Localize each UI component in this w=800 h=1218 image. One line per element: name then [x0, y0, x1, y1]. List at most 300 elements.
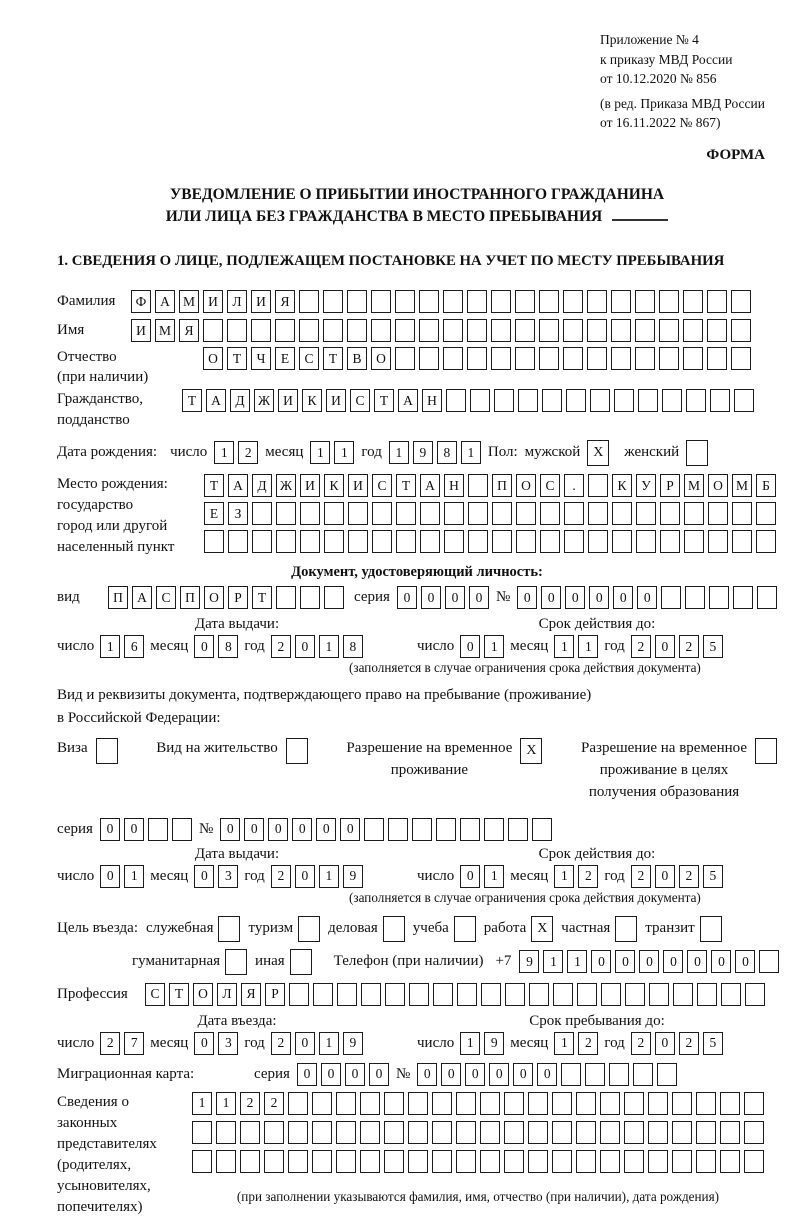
representatives-boxes-2[interactable] — [192, 1121, 764, 1144]
cell[interactable] — [612, 502, 632, 525]
cell[interactable] — [539, 290, 559, 313]
cell[interactable] — [360, 1121, 380, 1144]
cell[interactable]: 1 — [554, 865, 574, 888]
cell[interactable]: 8 — [437, 441, 457, 464]
cell[interactable] — [686, 440, 708, 466]
cell[interactable]: 2 — [631, 1032, 651, 1055]
cell[interactable]: Р — [265, 983, 285, 1006]
cell[interactable] — [276, 530, 296, 553]
cell[interactable] — [324, 530, 344, 553]
cell[interactable] — [552, 1092, 572, 1115]
cell[interactable]: 3 — [218, 1032, 238, 1055]
doc-series-boxes[interactable] — [397, 586, 489, 609]
cell[interactable]: X — [531, 916, 553, 942]
cell[interactable] — [731, 319, 751, 342]
birth-place-boxes-2[interactable] — [204, 502, 776, 525]
cell[interactable] — [635, 290, 655, 313]
cell[interactable] — [456, 1150, 476, 1173]
cell[interactable] — [491, 290, 511, 313]
entry-day-boxes[interactable] — [100, 1032, 144, 1055]
purpose-tourism-checkbox[interactable] — [298, 916, 320, 942]
cell[interactable]: 2 — [271, 635, 291, 658]
patronymic-boxes[interactable] — [203, 347, 751, 370]
cell[interactable] — [251, 319, 271, 342]
cell[interactable] — [276, 586, 296, 609]
cell[interactable] — [615, 916, 637, 942]
purpose-study-checkbox[interactable] — [454, 916, 476, 942]
cell[interactable] — [540, 530, 560, 553]
cell[interactable]: А — [155, 290, 175, 313]
cell[interactable]: К — [302, 389, 322, 412]
cell[interactable] — [412, 818, 432, 841]
cell[interactable]: 5 — [703, 1032, 723, 1055]
cell[interactable] — [636, 530, 656, 553]
cell[interactable] — [683, 290, 703, 313]
cell[interactable] — [539, 319, 559, 342]
cell[interactable] — [686, 389, 706, 412]
cell[interactable] — [611, 319, 631, 342]
cell[interactable]: 0 — [369, 1063, 389, 1086]
cell[interactable]: 0 — [663, 950, 683, 973]
cell[interactable] — [240, 1150, 260, 1173]
cell[interactable] — [470, 389, 490, 412]
cell[interactable] — [600, 1150, 620, 1173]
residence-permit-checkbox[interactable] — [286, 738, 308, 764]
cell[interactable]: 7 — [124, 1032, 144, 1055]
cell[interactable] — [683, 319, 703, 342]
cell[interactable] — [337, 983, 357, 1006]
cell[interactable]: И — [300, 474, 320, 497]
cell[interactable]: Л — [217, 983, 237, 1006]
purpose-transit-checkbox[interactable] — [700, 916, 722, 942]
cell[interactable]: 1 — [319, 865, 339, 888]
cell[interactable] — [299, 290, 319, 313]
cell[interactable]: Д — [230, 389, 250, 412]
cell[interactable] — [290, 949, 312, 975]
cell[interactable]: С — [372, 474, 392, 497]
cell[interactable] — [468, 530, 488, 553]
cell[interactable]: 0 — [100, 865, 120, 888]
cell[interactable]: М — [155, 319, 175, 342]
cell[interactable]: 2 — [679, 1032, 699, 1055]
cell[interactable] — [467, 290, 487, 313]
cell[interactable]: 1 — [310, 441, 330, 464]
cell[interactable] — [590, 389, 610, 412]
cell[interactable]: 2 — [578, 865, 598, 888]
cell[interactable]: 2 — [679, 865, 699, 888]
cell[interactable] — [433, 983, 453, 1006]
cell[interactable]: 0 — [537, 1063, 557, 1086]
cell[interactable] — [252, 530, 272, 553]
cell[interactable]: 0 — [541, 586, 561, 609]
cell[interactable]: И — [131, 319, 151, 342]
cell[interactable] — [532, 818, 552, 841]
birth-month-boxes[interactable] — [310, 441, 354, 464]
cell[interactable]: 0 — [244, 818, 264, 841]
cell[interactable]: 2 — [264, 1092, 284, 1115]
residence-expiry-month-boxes[interactable] — [554, 865, 598, 888]
cell[interactable] — [636, 502, 656, 525]
cell[interactable]: 8 — [218, 635, 238, 658]
cell[interactable] — [673, 983, 693, 1006]
cell[interactable] — [419, 290, 439, 313]
cell[interactable] — [504, 1150, 524, 1173]
cell[interactable]: С — [350, 389, 370, 412]
cell[interactable]: М — [179, 290, 199, 313]
purpose-other-checkbox[interactable] — [290, 949, 312, 975]
cell[interactable] — [192, 1150, 212, 1173]
cell[interactable]: 0 — [295, 635, 315, 658]
cell[interactable]: 2 — [238, 441, 258, 464]
cell[interactable] — [707, 347, 727, 370]
cell[interactable] — [648, 1150, 668, 1173]
cell[interactable]: 0 — [655, 1032, 675, 1055]
cell[interactable]: 0 — [100, 818, 120, 841]
cell[interactable] — [409, 983, 429, 1006]
cell[interactable] — [696, 1092, 716, 1115]
cell[interactable]: Р — [228, 586, 248, 609]
cell[interactable] — [289, 983, 309, 1006]
cell[interactable] — [432, 1150, 452, 1173]
cell[interactable] — [659, 347, 679, 370]
cell[interactable] — [661, 586, 681, 609]
cell[interactable]: У — [636, 474, 656, 497]
cell[interactable]: А — [420, 474, 440, 497]
cell[interactable] — [587, 319, 607, 342]
cell[interactable]: П — [180, 586, 200, 609]
cell[interactable] — [515, 347, 535, 370]
cell[interactable] — [443, 347, 463, 370]
cell[interactable] — [323, 290, 343, 313]
cell[interactable]: 1 — [554, 1032, 574, 1055]
cell[interactable]: К — [324, 474, 344, 497]
cell[interactable] — [446, 389, 466, 412]
name-boxes[interactable] — [131, 319, 751, 342]
cell[interactable] — [600, 1092, 620, 1115]
cell[interactable]: Н — [444, 474, 464, 497]
cell[interactable]: 0 — [460, 865, 480, 888]
cell[interactable]: 0 — [194, 635, 214, 658]
cell[interactable] — [492, 502, 512, 525]
cell[interactable] — [420, 530, 440, 553]
cell[interactable]: . — [564, 474, 584, 497]
cell[interactable]: 0 — [292, 818, 312, 841]
cell[interactable]: 1 — [543, 950, 563, 973]
birth-place-boxes-1[interactable] — [204, 474, 776, 497]
residence-number-boxes[interactable] — [220, 818, 552, 841]
cell[interactable] — [563, 319, 583, 342]
cell[interactable]: О — [371, 347, 391, 370]
cell[interactable]: Т — [396, 474, 416, 497]
cell[interactable] — [577, 983, 597, 1006]
residence-expiry-day-boxes[interactable] — [460, 865, 504, 888]
cell[interactable] — [611, 347, 631, 370]
cell[interactable]: 1 — [578, 635, 598, 658]
cell[interactable]: И — [326, 389, 346, 412]
cell[interactable]: Я — [275, 290, 295, 313]
cell[interactable] — [336, 1150, 356, 1173]
cell[interactable] — [408, 1150, 428, 1173]
cell[interactable] — [347, 290, 367, 313]
cell[interactable] — [443, 319, 463, 342]
cell[interactable]: О — [516, 474, 536, 497]
phone-boxes[interactable] — [519, 950, 779, 973]
citizenship-boxes[interactable] — [182, 389, 754, 412]
cell[interactable]: 0 — [639, 950, 659, 973]
cell[interactable]: И — [348, 474, 368, 497]
cell[interactable]: И — [278, 389, 298, 412]
cell[interactable] — [468, 502, 488, 525]
cell[interactable] — [457, 983, 477, 1006]
edu-residence-checkbox[interactable] — [755, 738, 777, 764]
cell[interactable]: 0 — [460, 635, 480, 658]
cell[interactable] — [696, 1121, 716, 1144]
cell[interactable]: С — [156, 586, 176, 609]
cell[interactable]: 0 — [615, 950, 635, 973]
cell[interactable] — [252, 502, 272, 525]
purpose-work-checkbox[interactable] — [531, 916, 553, 942]
cell[interactable] — [734, 389, 754, 412]
cell[interactable]: А — [398, 389, 418, 412]
cell[interactable] — [756, 502, 776, 525]
cell[interactable] — [732, 502, 752, 525]
cell[interactable]: 0 — [295, 1032, 315, 1055]
cell[interactable]: X — [520, 738, 542, 764]
cell[interactable] — [443, 290, 463, 313]
cell[interactable] — [625, 983, 645, 1006]
cell[interactable]: 2 — [679, 635, 699, 658]
cell[interactable]: 9 — [413, 441, 433, 464]
cell[interactable]: 1 — [460, 1032, 480, 1055]
cell[interactable] — [336, 1092, 356, 1115]
cell[interactable] — [505, 983, 525, 1006]
cell[interactable]: 0 — [445, 586, 465, 609]
cell[interactable] — [707, 319, 727, 342]
cell[interactable]: З — [228, 502, 248, 525]
visa-checkbox[interactable] — [96, 738, 118, 764]
cell[interactable] — [672, 1150, 692, 1173]
cell[interactable]: Т — [252, 586, 272, 609]
cell[interactable] — [148, 818, 168, 841]
residence-issue-day-boxes[interactable] — [100, 865, 144, 888]
cell[interactable] — [561, 1063, 581, 1086]
cell[interactable] — [286, 738, 308, 764]
cell[interactable] — [672, 1092, 692, 1115]
cell[interactable]: 0 — [613, 586, 633, 609]
cell[interactable]: Л — [227, 290, 247, 313]
cell[interactable] — [508, 818, 528, 841]
identity-expiry-month-boxes[interactable] — [554, 635, 598, 658]
cell[interactable]: 0 — [297, 1063, 317, 1086]
cell[interactable] — [528, 1092, 548, 1115]
cell[interactable]: Т — [182, 389, 202, 412]
cell[interactable] — [516, 530, 536, 553]
cell[interactable] — [609, 1063, 629, 1086]
cell[interactable] — [563, 347, 583, 370]
migration-series-boxes[interactable] — [297, 1063, 389, 1086]
cell[interactable]: И — [251, 290, 271, 313]
cell[interactable] — [288, 1121, 308, 1144]
cell[interactable]: 9 — [343, 1032, 363, 1055]
cell[interactable] — [660, 502, 680, 525]
cell[interactable] — [732, 530, 752, 553]
cell[interactable]: Б — [756, 474, 776, 497]
cell[interactable]: 0 — [124, 818, 144, 841]
cell[interactable]: 3 — [218, 865, 238, 888]
cell[interactable] — [720, 1150, 740, 1173]
cell[interactable] — [633, 1063, 653, 1086]
sex-male-checkbox[interactable] — [587, 440, 609, 466]
cell[interactable]: 2 — [631, 635, 651, 658]
cell[interactable] — [518, 389, 538, 412]
purpose-private-checkbox[interactable] — [615, 916, 637, 942]
cell[interactable]: Я — [179, 319, 199, 342]
birth-year-boxes[interactable] — [389, 441, 481, 464]
cell[interactable] — [312, 1150, 332, 1173]
cell[interactable]: Ж — [276, 474, 296, 497]
cell[interactable]: 0 — [321, 1063, 341, 1086]
cell[interactable]: 0 — [469, 586, 489, 609]
cell[interactable] — [515, 290, 535, 313]
cell[interactable] — [456, 1121, 476, 1144]
cell[interactable] — [576, 1121, 596, 1144]
stay-month-boxes[interactable] — [554, 1032, 598, 1055]
stay-year-boxes[interactable] — [631, 1032, 723, 1055]
cell[interactable] — [685, 586, 705, 609]
cell[interactable]: 1 — [100, 635, 120, 658]
cell[interactable] — [710, 389, 730, 412]
cell[interactable] — [553, 983, 573, 1006]
migration-number-boxes[interactable] — [417, 1063, 677, 1086]
cell[interactable]: В — [347, 347, 367, 370]
cell[interactable] — [542, 389, 562, 412]
stay-day-boxes[interactable] — [460, 1032, 504, 1055]
representatives-boxes-1[interactable] — [192, 1092, 764, 1115]
cell[interactable]: 2 — [631, 865, 651, 888]
cell[interactable] — [384, 1150, 404, 1173]
cell[interactable]: П — [108, 586, 128, 609]
cell[interactable] — [384, 1092, 404, 1115]
cell[interactable] — [744, 1150, 764, 1173]
cell[interactable]: 0 — [735, 950, 755, 973]
profession-boxes[interactable] — [145, 983, 765, 1006]
cell[interactable]: 1 — [216, 1092, 236, 1115]
cell[interactable] — [564, 502, 584, 525]
cell[interactable] — [264, 1121, 284, 1144]
cell[interactable] — [745, 983, 765, 1006]
cell[interactable]: 0 — [194, 1032, 214, 1055]
cell[interactable] — [539, 347, 559, 370]
cell[interactable] — [299, 319, 319, 342]
cell[interactable]: Т — [323, 347, 343, 370]
cell[interactable]: 0 — [687, 950, 707, 973]
cell[interactable]: 1 — [319, 1032, 339, 1055]
cell[interactable]: 2 — [240, 1092, 260, 1115]
cell[interactable] — [324, 586, 344, 609]
cell[interactable] — [757, 586, 777, 609]
cell[interactable] — [504, 1092, 524, 1115]
cell[interactable]: С — [299, 347, 319, 370]
cell[interactable]: Ф — [131, 290, 151, 313]
cell[interactable] — [587, 347, 607, 370]
cell[interactable] — [172, 818, 192, 841]
cell[interactable]: 1 — [554, 635, 574, 658]
cell[interactable] — [659, 290, 679, 313]
cell[interactable] — [529, 983, 549, 1006]
cell[interactable] — [744, 1092, 764, 1115]
cell[interactable] — [218, 916, 240, 942]
cell[interactable]: О — [203, 347, 223, 370]
cell[interactable] — [432, 1092, 452, 1115]
cell[interactable] — [323, 319, 343, 342]
cell[interactable] — [638, 389, 658, 412]
cell[interactable] — [683, 347, 703, 370]
cell[interactable]: 0 — [655, 635, 675, 658]
entry-month-boxes[interactable] — [194, 1032, 238, 1055]
cell[interactable] — [360, 1150, 380, 1173]
doc-number-boxes[interactable] — [517, 586, 777, 609]
cell[interactable] — [361, 983, 381, 1006]
representatives-boxes-3[interactable] — [192, 1150, 764, 1173]
identity-expiry-day-boxes[interactable] — [460, 635, 504, 658]
doc-kind-boxes[interactable] — [108, 586, 344, 609]
cell[interactable]: С — [145, 983, 165, 1006]
cell[interactable] — [383, 916, 405, 942]
cell[interactable] — [360, 1092, 380, 1115]
cell[interactable] — [408, 1121, 428, 1144]
cell[interactable]: Р — [660, 474, 680, 497]
cell[interactable] — [275, 319, 295, 342]
cell[interactable] — [288, 1092, 308, 1115]
cell[interactable]: К — [612, 474, 632, 497]
cell[interactable] — [203, 319, 223, 342]
residence-issue-year-boxes[interactable] — [271, 865, 363, 888]
cell[interactable]: 0 — [220, 818, 240, 841]
cell[interactable] — [528, 1150, 548, 1173]
surname-boxes[interactable] — [131, 290, 751, 313]
cell[interactable] — [312, 1092, 332, 1115]
cell[interactable] — [298, 916, 320, 942]
entry-year-boxes[interactable] — [271, 1032, 363, 1055]
cell[interactable] — [396, 530, 416, 553]
cell[interactable] — [587, 290, 607, 313]
cell[interactable] — [300, 502, 320, 525]
cell[interactable] — [733, 586, 753, 609]
cell[interactable]: О — [193, 983, 213, 1006]
cell[interactable] — [288, 1150, 308, 1173]
cell[interactable]: 0 — [316, 818, 336, 841]
cell[interactable]: 1 — [214, 441, 234, 464]
cell[interactable] — [264, 1150, 284, 1173]
cell[interactable]: Н — [422, 389, 442, 412]
cell[interactable]: 0 — [421, 586, 441, 609]
cell[interactable] — [192, 1121, 212, 1144]
cell[interactable]: Я — [241, 983, 261, 1006]
cell[interactable] — [635, 347, 655, 370]
cell[interactable] — [588, 474, 608, 497]
cell[interactable]: 0 — [194, 865, 214, 888]
cell[interactable] — [585, 1063, 605, 1086]
cell[interactable]: 0 — [268, 818, 288, 841]
cell[interactable]: 1 — [484, 865, 504, 888]
cell[interactable] — [635, 319, 655, 342]
cell[interactable] — [420, 502, 440, 525]
cell[interactable] — [491, 347, 511, 370]
cell[interactable] — [395, 290, 415, 313]
cell[interactable] — [624, 1092, 644, 1115]
cell[interactable] — [601, 983, 621, 1006]
cell[interactable]: О — [708, 474, 728, 497]
